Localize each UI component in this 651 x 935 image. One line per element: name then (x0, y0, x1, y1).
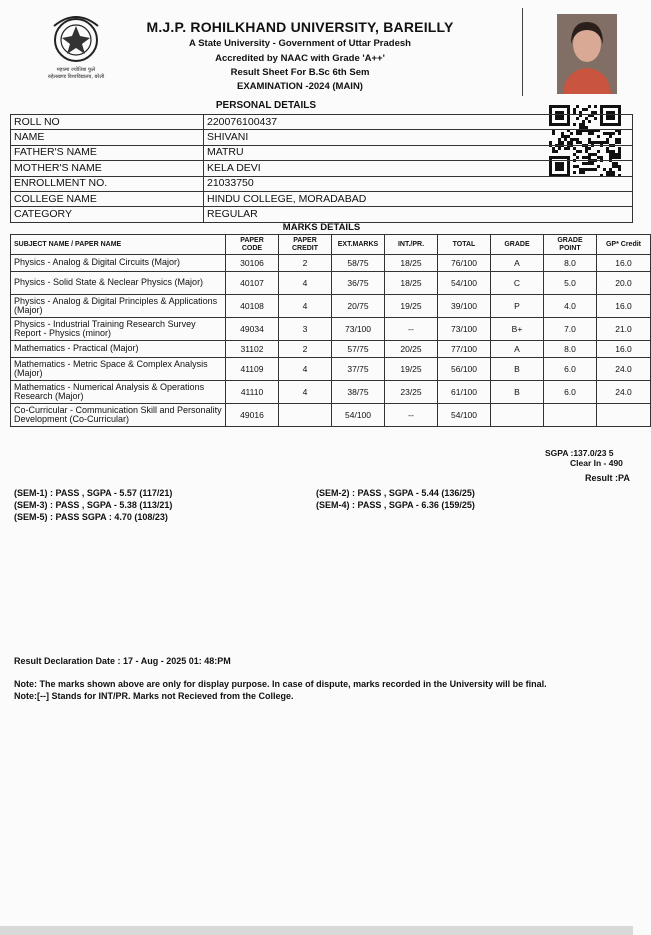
paper-credit: 4 (279, 358, 332, 381)
int-marks: -- (385, 318, 438, 341)
subject-name: Physics - Analog & Digital Principles & Applications (Major) (11, 295, 226, 318)
total-marks: 73/100 (438, 318, 491, 341)
examination-title: EXAMINATION -2024 (MAIN) (237, 81, 363, 92)
sem-5-result: (SEM-5) : PASS SGPA : 4.70 (108/23) (14, 512, 168, 522)
category-label: CATEGORY (11, 207, 204, 222)
ext-marks: 57/75 (332, 341, 385, 358)
gp-credit: 16.0 (597, 295, 651, 318)
int-marks: 18/25 (385, 255, 438, 272)
category-value: REGULAR (204, 207, 633, 222)
total-marks: 56/100 (438, 358, 491, 381)
grade-point: 8.0 (544, 341, 597, 358)
logo-text-1: महात्मा ज्योतिबा फुले (56, 67, 96, 73)
grade: B (491, 358, 544, 381)
table-row (11, 358, 651, 381)
gp-credit-header: GP* Credit (597, 235, 651, 255)
logo-text-2: रुहेलखण्ड विश्वविद्यालय, बरेली (47, 74, 105, 80)
grade (491, 404, 544, 427)
marks-header-row (11, 235, 651, 255)
table-row (11, 404, 651, 427)
paper-credit-header: PAPER CREDIT (279, 235, 332, 255)
paper-code: 49016 (226, 404, 279, 427)
father-name-label: FATHER'S NAME (11, 145, 204, 160)
university-title: M.J.P. ROHILKHAND UNIVERSITY, BAREILLY (146, 19, 454, 35)
roll-no-label: ROLL NO (11, 115, 204, 130)
gp-credit: 21.0 (597, 318, 651, 341)
grade-point: 8.0 (544, 255, 597, 272)
accreditation: Accredited by NAAC with Grade 'A++' (215, 53, 385, 64)
paper-credit: 2 (279, 255, 332, 272)
grade-point: 7.0 (544, 318, 597, 341)
grade-header: GRADE (491, 235, 544, 255)
personal-row-father (11, 145, 633, 160)
paper-credit: 2 (279, 341, 332, 358)
personal-details-title: PERSONAL DETAILS (10, 98, 522, 115)
college-label: COLLEGE NAME (11, 191, 204, 206)
subject-header: SUBJECT NAME / PAPER NAME (11, 235, 226, 255)
result-declaration-date: Result Declaration Date : 17 - Aug - 2025 01: 48:PM (14, 656, 231, 666)
table-row (11, 341, 651, 358)
int-marks: 18/25 (385, 272, 438, 295)
subject-name: Mathematics - Metric Space & Complex Analysis (Major) (11, 358, 226, 381)
result-sheet-title: Result Sheet For B.Sc 6th Sem (230, 67, 370, 78)
paper-credit: 4 (279, 272, 332, 295)
int-marks: 19/25 (385, 358, 438, 381)
sem-2-result: (SEM-2) : PASS , SGPA - 5.44 (136/25) (316, 488, 475, 498)
paper-code: 49034 (226, 318, 279, 341)
gp-credit (597, 404, 651, 427)
personal-row-mother (11, 161, 633, 176)
ext-marks: 20/75 (332, 295, 385, 318)
ext-marks: 38/75 (332, 381, 385, 404)
grade-point: 4.0 (544, 295, 597, 318)
university-subtitle: A State University - Government of Uttar Pradesh (189, 38, 411, 49)
table-row (11, 381, 651, 404)
ext-marks: 58/75 (332, 255, 385, 272)
personal-row-college (11, 191, 633, 206)
personal-row-enrollment (11, 176, 633, 191)
int-marks: -- (385, 404, 438, 427)
gp-credit: 24.0 (597, 381, 651, 404)
personal-row-name (11, 130, 633, 145)
grade: A (491, 341, 544, 358)
page-bottom-edge (0, 926, 633, 935)
note-int-pr: Note:[--] Stands for INT/PR. Marks not Recieved from the College. (14, 691, 294, 701)
paper-credit: 4 (279, 295, 332, 318)
paper-code: 40108 (226, 295, 279, 318)
ext-marks: 54/100 (332, 404, 385, 427)
student-photo-frame (522, 8, 634, 96)
roll-no-value: 220076100437 (204, 115, 633, 130)
subject-name: Co-Curricular - Communication Skill and Personality Development (Co-Curricular) (11, 404, 226, 427)
university-logo (40, 12, 112, 82)
note-display-purpose: Note: The marks shown above are only for display purpose. In case of dispute, marks recorded in the University will be final. (14, 679, 547, 689)
sem-3-result: (SEM-3) : PASS , SGPA - 5.38 (113/21) (14, 500, 173, 510)
paper-code: 30106 (226, 255, 279, 272)
grade: B+ (491, 318, 544, 341)
enrollment-value: 21033750 (204, 176, 633, 191)
grade-point: 5.0 (544, 272, 597, 295)
grade-point-header: GRADE POINT (544, 235, 597, 255)
paper-credit: 3 (279, 318, 332, 341)
college-value: HINDU COLLEGE, MORADABAD (204, 191, 633, 206)
final-result: Result :PA (585, 473, 630, 483)
ext-marks-header: EXT.MARKS (332, 235, 385, 255)
grade-point (544, 404, 597, 427)
grade: C (491, 272, 544, 295)
int-pr-header: INT./PR. (385, 235, 438, 255)
paper-code: 31102 (226, 341, 279, 358)
int-marks: 23/25 (385, 381, 438, 404)
sem-1-result: (SEM-1) : PASS , SGPA - 5.57 (117/21) (14, 488, 173, 498)
enrollment-label: ENROLLMENT NO. (11, 176, 204, 191)
name-label: NAME (11, 130, 204, 145)
paper-credit (279, 404, 332, 427)
father-name-value: MATRU (204, 145, 633, 160)
paper-code: 41110 (226, 381, 279, 404)
total-header: TOTAL (438, 235, 491, 255)
total-marks: 54/100 (438, 404, 491, 427)
total-marks: 54/100 (438, 272, 491, 295)
clear-in: Clear In - 490 (570, 458, 623, 468)
subject-name: Physics - Solid State & Neclear Physics (Major) (11, 272, 226, 295)
table-row (11, 272, 651, 295)
gp-credit: 24.0 (597, 358, 651, 381)
table-row (11, 295, 651, 318)
grade: A (491, 255, 544, 272)
paper-code-header: PAPER CODE (226, 235, 279, 255)
gp-credit: 16.0 (597, 341, 651, 358)
gp-credit: 16.0 (597, 255, 651, 272)
paper-credit: 4 (279, 381, 332, 404)
grade-point: 6.0 (544, 358, 597, 381)
total-marks: 39/100 (438, 295, 491, 318)
personal-row-category (11, 207, 633, 222)
sem-4-result: (SEM-4) : PASS , SGPA - 6.36 (159/25) (316, 500, 475, 510)
total-marks: 76/100 (438, 255, 491, 272)
ext-marks: 36/75 (332, 272, 385, 295)
table-row (11, 318, 651, 341)
personal-row-roll-no (11, 115, 633, 130)
gp-credit: 20.0 (597, 272, 651, 295)
table-row (11, 255, 651, 272)
marks-table (10, 234, 651, 427)
int-marks: 20/25 (385, 341, 438, 358)
student-photo (557, 14, 617, 94)
mother-name-label: MOTHER'S NAME (11, 161, 204, 176)
subject-name: Physics - Analog & Digital Circuits (Major) (11, 255, 226, 272)
grade: P (491, 295, 544, 318)
paper-code: 41109 (226, 358, 279, 381)
grade-point: 6.0 (544, 381, 597, 404)
subject-name: Physics - Industrial Training Research Survey Report - Physics (minor) (11, 318, 226, 341)
int-marks: 19/25 (385, 295, 438, 318)
marks-details-title: MARKS DETAILS (282, 222, 361, 233)
personal-details-table (10, 114, 633, 223)
total-marks: 61/100 (438, 381, 491, 404)
name-value: SHIVANI (204, 130, 633, 145)
grade: B (491, 381, 544, 404)
ext-marks: 73/100 (332, 318, 385, 341)
subject-name: Mathematics - Practical (Major) (11, 341, 226, 358)
total-marks: 77/100 (438, 341, 491, 358)
sgpa-summary: SGPA :137.0/23 5 (545, 448, 614, 458)
ext-marks: 37/75 (332, 358, 385, 381)
paper-code: 40107 (226, 272, 279, 295)
subject-name: Mathematics - Numerical Analysis & Operations Research (Major) (11, 381, 226, 404)
mother-name-value: KELA DEVI (204, 161, 633, 176)
